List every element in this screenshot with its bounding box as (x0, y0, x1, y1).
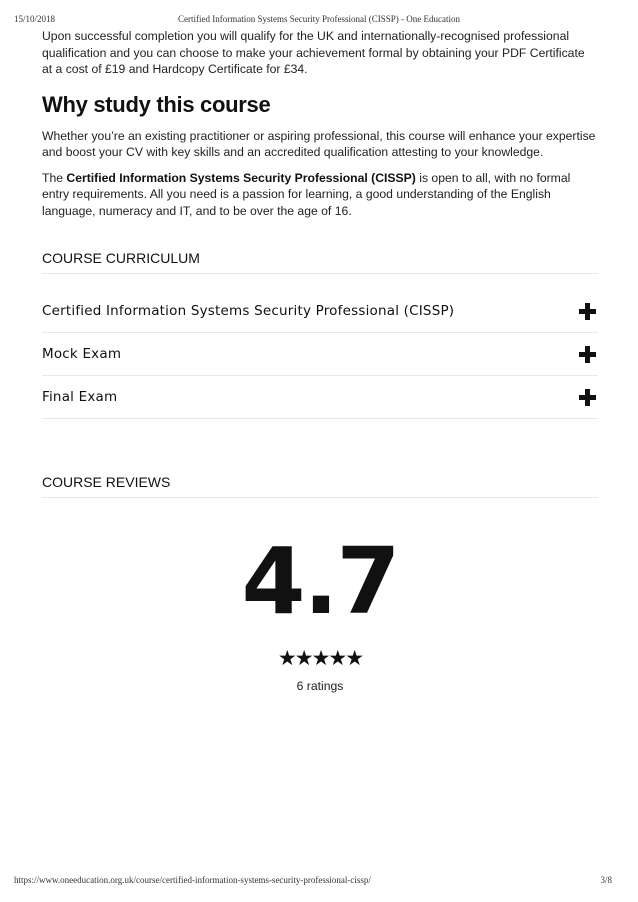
print-date: 15/10/2018 (14, 14, 56, 24)
course-reviews-section (42, 474, 598, 693)
curriculum-item-label: Final Exam (42, 389, 118, 405)
print-page-number: 3/8 (600, 875, 612, 885)
curriculum-accordion (42, 290, 598, 419)
curriculum-title: COURSE CURRICULUM (42, 250, 598, 274)
plus-icon[interactable] (579, 346, 596, 363)
print-url: https://www.oneeducation.org.uk/course/certified-information-systems-security-professional-cissp/ (14, 875, 371, 885)
curriculum-item-mock-exam[interactable] (42, 333, 598, 376)
why-study-heading: Why study this course (42, 91, 271, 117)
paragraph-2-prefix: The (42, 170, 67, 185)
paragraph-2-suffix: is open to all, with no formal entry requirements. All you need is a passion for learning, a good understanding of the English language, numeracy and IT, and to be over the age of 16. (42, 170, 571, 218)
intro-paragraph: Upon successful completion you will qualify for the UK and internationally-recognised professional qualification and you can choose to make your achievement formal by obtaining your PDF Certificate at a cost of £19 and Hardcopy Certificate for £34. (42, 29, 585, 76)
course-name-bold: Certified Information Systems Security Professional (CISSP) (66, 170, 416, 185)
course-curriculum-section (42, 250, 598, 419)
curriculum-item-final-exam[interactable] (42, 376, 598, 419)
plus-icon[interactable] (579, 389, 596, 406)
reviews-title: COURSE REVIEWS (42, 474, 598, 498)
average-rating: 4.7 (241, 528, 399, 635)
why-study-paragraph-1: Whether you’re an existing practitioner or aspiring professional, this course will enhance your expertise and boost your CV with key skills and an accredited qualification attesting to your knowledge. (42, 128, 596, 159)
curriculum-item-label: Mock Exam (42, 346, 122, 362)
print-page-title: Certified Information Systems Security Professional (CISSP) - One Education (178, 14, 460, 24)
star-rating-icon: ★★★★★ (277, 647, 363, 670)
why-study-paragraph-2 (42, 170, 598, 220)
curriculum-item-cissp[interactable] (42, 290, 598, 333)
main-content (42, 28, 598, 219)
curriculum-item-label: Certified Information Systems Security Professional (CISSP) (42, 303, 455, 319)
plus-icon[interactable] (579, 303, 596, 320)
ratings-count: 6 ratings (296, 679, 344, 693)
